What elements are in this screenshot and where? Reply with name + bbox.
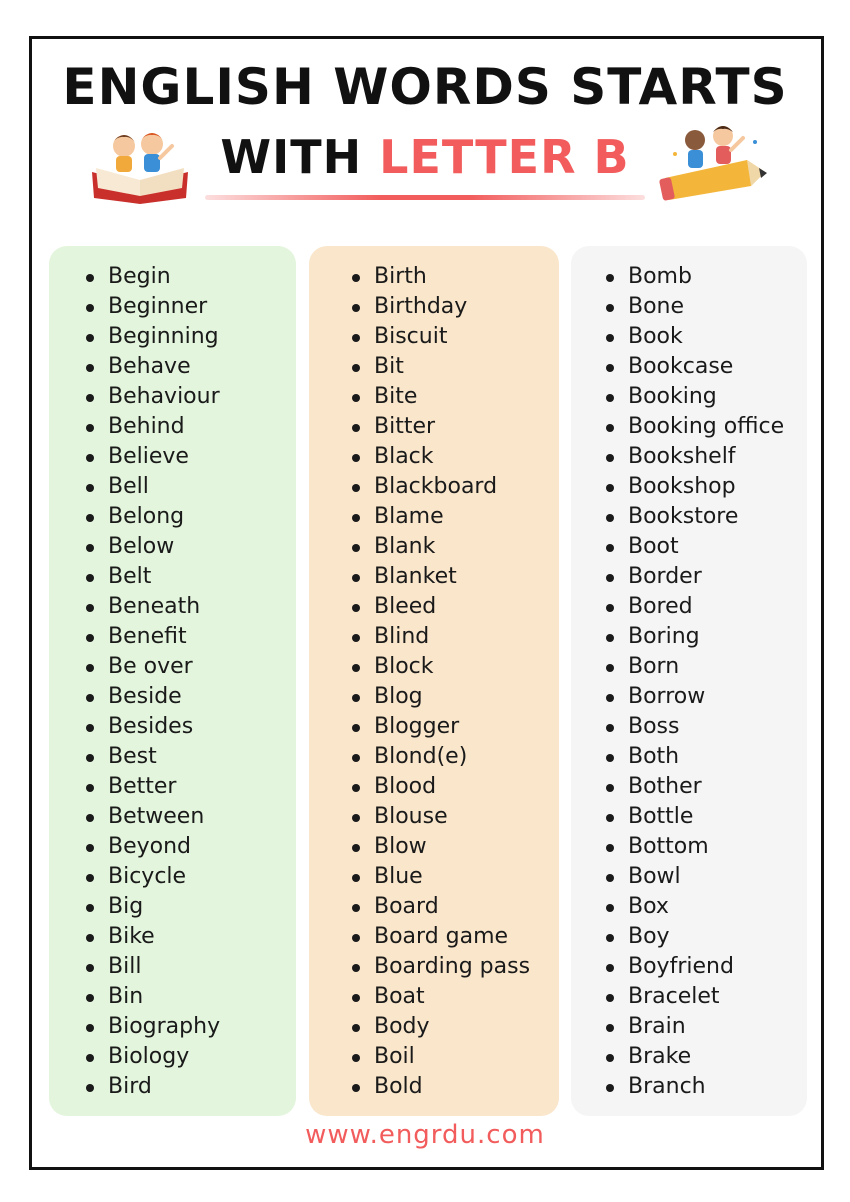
word-item: Bother — [571, 772, 807, 802]
word-item: Blow — [309, 832, 559, 862]
footer-url: www.engrdu.com — [305, 1120, 545, 1150]
word-item: Birth — [309, 262, 559, 292]
word-item: Belt — [49, 562, 296, 592]
word-column-2 — [309, 246, 559, 1116]
word-item: Bone — [571, 292, 807, 322]
word-item: Beginner — [49, 292, 296, 322]
word-item: Box — [571, 892, 807, 922]
word-item: Beginning — [49, 322, 296, 352]
word-item: Branch — [571, 1072, 807, 1102]
word-item: Boring — [571, 622, 807, 652]
word-item: Bowl — [571, 862, 807, 892]
word-item: Blue — [309, 862, 559, 892]
word-item: Blame — [309, 502, 559, 532]
word-item: Borrow — [571, 682, 807, 712]
word-item: Booking — [571, 382, 807, 412]
word-item: Benefit — [49, 622, 296, 652]
word-item: Blogger — [309, 712, 559, 742]
word-item: Boarding pass — [309, 952, 559, 982]
word-item: Bit — [309, 352, 559, 382]
word-item: Black — [309, 442, 559, 472]
word-column-1 — [49, 246, 296, 1116]
word-item: Behind — [49, 412, 296, 442]
word-item: Boy — [571, 922, 807, 952]
word-item: Bookshelf — [571, 442, 807, 472]
word-item: Board — [309, 892, 559, 922]
word-item: Biography — [49, 1012, 296, 1042]
word-item: Boil — [309, 1042, 559, 1072]
word-item: Blanket — [309, 562, 559, 592]
word-item: Blank — [309, 532, 559, 562]
word-item: Bottle — [571, 802, 807, 832]
word-list-2 — [309, 246, 559, 1102]
word-item: Both — [571, 742, 807, 772]
word-item: Blackboard — [309, 472, 559, 502]
word-item: Block — [309, 652, 559, 682]
title-underline — [205, 195, 645, 200]
word-item: Better — [49, 772, 296, 802]
word-item: Bite — [309, 382, 559, 412]
word-item: Be over — [49, 652, 296, 682]
word-item: Bleed — [309, 592, 559, 622]
word-item: Behaviour — [49, 382, 296, 412]
word-item: Bored — [571, 592, 807, 622]
word-list-1 — [49, 246, 296, 1102]
word-item: Big — [49, 892, 296, 922]
word-item: Board game — [309, 922, 559, 952]
word-item: Bottom — [571, 832, 807, 862]
word-item: Boyfriend — [571, 952, 807, 982]
word-item: Birthday — [309, 292, 559, 322]
word-item: Boat — [309, 982, 559, 1012]
word-item: Behave — [49, 352, 296, 382]
word-item: Believe — [49, 442, 296, 472]
word-item: Besides — [49, 712, 296, 742]
word-item: Beneath — [49, 592, 296, 622]
word-item: Bird — [49, 1072, 296, 1102]
word-item: Bracelet — [571, 982, 807, 1012]
word-item: Begin — [49, 262, 296, 292]
word-item: Best — [49, 742, 296, 772]
word-item: Blouse — [309, 802, 559, 832]
word-item: Body — [309, 1012, 559, 1042]
word-item: Brain — [571, 1012, 807, 1042]
word-item: Bicycle — [49, 862, 296, 892]
title-accent: LETTER B — [379, 130, 630, 184]
word-item: Book — [571, 322, 807, 352]
word-item: Bold — [309, 1072, 559, 1102]
word-item: Biscuit — [309, 322, 559, 352]
word-item: Bitter — [309, 412, 559, 442]
word-item: Between — [49, 802, 296, 832]
word-item: Born — [571, 652, 807, 682]
word-item: Beside — [49, 682, 296, 712]
word-item: Booking office — [571, 412, 807, 442]
word-item: Below — [49, 532, 296, 562]
kids-reading-book-icon — [86, 122, 194, 204]
word-item: Blind — [309, 622, 559, 652]
page-title-line-1: ENGLISH WORDS STARTS — [62, 58, 788, 116]
kids-riding-pencil-icon — [655, 120, 775, 206]
title-prefix: WITH — [220, 130, 380, 184]
word-list-3 — [571, 246, 807, 1102]
word-item: Bookshop — [571, 472, 807, 502]
word-item: Bin — [49, 982, 296, 1012]
word-item: Border — [571, 562, 807, 592]
word-item: Bomb — [571, 262, 807, 292]
word-item: Bill — [49, 952, 296, 982]
word-item: Bike — [49, 922, 296, 952]
word-item: Belong — [49, 502, 296, 532]
word-item: Blog — [309, 682, 559, 712]
word-item: Blond(e) — [309, 742, 559, 772]
word-item: Beyond — [49, 832, 296, 862]
word-item: Brake — [571, 1042, 807, 1072]
word-item: Boot — [571, 532, 807, 562]
word-item: Biology — [49, 1042, 296, 1072]
word-item: Bell — [49, 472, 296, 502]
word-item: Boss — [571, 712, 807, 742]
word-item: Bookstore — [571, 502, 807, 532]
word-item: Blood — [309, 772, 559, 802]
word-item: Bookcase — [571, 352, 807, 382]
word-column-3 — [571, 246, 807, 1116]
